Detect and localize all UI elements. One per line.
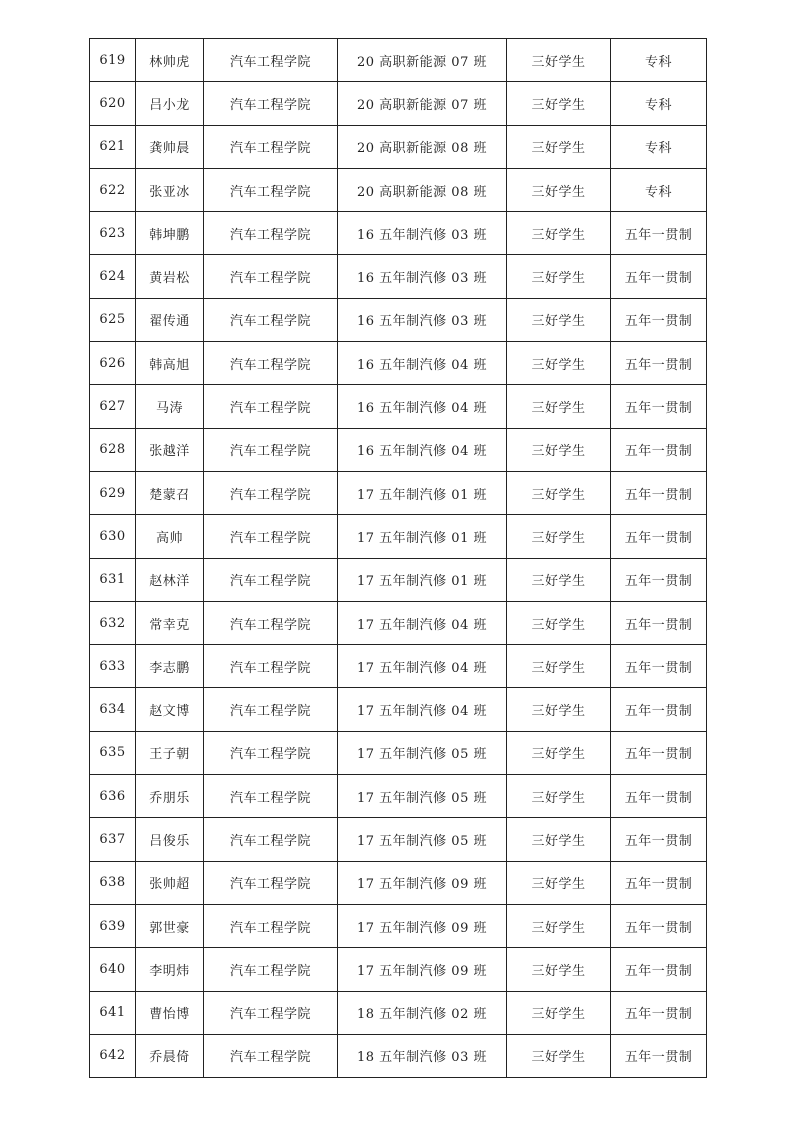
student-name-cell: 赵林洋: [136, 558, 204, 601]
row-number-cell: 642: [90, 1034, 136, 1077]
education-level-cell: 五年一贯制: [611, 818, 707, 861]
college-cell: 汽车工程学院: [204, 298, 338, 341]
table-row: [90, 904, 707, 947]
table-row: [90, 1034, 707, 1077]
class-cell: 17 五年制汽修 05 班: [338, 818, 507, 861]
class-cell: 17 五年制汽修 09 班: [338, 948, 507, 991]
class-cell: 17 五年制汽修 09 班: [338, 861, 507, 904]
award-cell: 三好学生: [507, 385, 611, 428]
award-cell: 三好学生: [507, 168, 611, 211]
education-level-cell: 专科: [611, 168, 707, 211]
award-cell: 三好学生: [507, 601, 611, 644]
college-cell: 汽车工程学院: [204, 645, 338, 688]
award-cell: 三好学生: [507, 471, 611, 514]
class-cell: 17 五年制汽修 04 班: [338, 645, 507, 688]
row-number-cell: 631: [90, 558, 136, 601]
class-cell: 16 五年制汽修 03 班: [338, 212, 507, 255]
education-level-cell: 五年一贯制: [611, 255, 707, 298]
education-level-cell: 五年一贯制: [611, 1034, 707, 1077]
row-number-cell: 640: [90, 948, 136, 991]
award-cell: 三好学生: [507, 948, 611, 991]
table-row: [90, 342, 707, 385]
education-level-cell: 五年一贯制: [611, 428, 707, 471]
table-row: [90, 818, 707, 861]
student-name-cell: 吕俊乐: [136, 818, 204, 861]
table-row: [90, 861, 707, 904]
row-number-cell: 623: [90, 212, 136, 255]
education-level-cell: 五年一贯制: [611, 645, 707, 688]
college-cell: 汽车工程学院: [204, 688, 338, 731]
award-cell: 三好学生: [507, 731, 611, 774]
education-level-cell: 五年一贯制: [611, 298, 707, 341]
award-cell: 三好学生: [507, 1034, 611, 1077]
college-cell: 汽车工程学院: [204, 471, 338, 514]
student-name-cell: 王子朝: [136, 731, 204, 774]
class-cell: 20 高职新能源 08 班: [338, 168, 507, 211]
class-cell: 17 五年制汽修 01 班: [338, 558, 507, 601]
class-cell: 17 五年制汽修 04 班: [338, 601, 507, 644]
class-cell: 20 高职新能源 07 班: [338, 82, 507, 125]
award-cell: 三好学生: [507, 558, 611, 601]
table-row: [90, 948, 707, 991]
class-cell: 20 高职新能源 08 班: [338, 125, 507, 168]
student-name-cell: 李明炜: [136, 948, 204, 991]
table-row: [90, 212, 707, 255]
education-level-cell: 五年一贯制: [611, 775, 707, 818]
row-number-cell: 620: [90, 82, 136, 125]
award-cell: 三好学生: [507, 125, 611, 168]
student-name-cell: 张帅超: [136, 861, 204, 904]
table-row: [90, 601, 707, 644]
class-cell: 17 五年制汽修 01 班: [338, 471, 507, 514]
education-level-cell: 五年一贯制: [611, 991, 707, 1034]
college-cell: 汽车工程学院: [204, 818, 338, 861]
education-level-cell: 五年一贯制: [611, 688, 707, 731]
award-cell: 三好学生: [507, 904, 611, 947]
award-cell: 三好学生: [507, 688, 611, 731]
table-row: [90, 558, 707, 601]
college-cell: 汽车工程学院: [204, 731, 338, 774]
college-cell: 汽车工程学院: [204, 255, 338, 298]
student-name-cell: 韩坤鹏: [136, 212, 204, 255]
table-row: [90, 991, 707, 1034]
table-row: [90, 428, 707, 471]
table-row: [90, 298, 707, 341]
honor-roll-table: [89, 38, 707, 1078]
education-level-cell: 五年一贯制: [611, 471, 707, 514]
class-cell: 17 五年制汽修 01 班: [338, 515, 507, 558]
row-number-cell: 619: [90, 39, 136, 82]
row-number-cell: 641: [90, 991, 136, 1034]
college-cell: 汽车工程学院: [204, 125, 338, 168]
table-row: [90, 515, 707, 558]
class-cell: 17 五年制汽修 05 班: [338, 775, 507, 818]
student-name-cell: 翟传通: [136, 298, 204, 341]
college-cell: 汽车工程学院: [204, 861, 338, 904]
class-cell: 16 五年制汽修 03 班: [338, 255, 507, 298]
education-level-cell: 五年一贯制: [611, 558, 707, 601]
award-cell: 三好学生: [507, 515, 611, 558]
college-cell: 汽车工程学院: [204, 948, 338, 991]
class-cell: 16 五年制汽修 03 班: [338, 298, 507, 341]
table-row: [90, 775, 707, 818]
award-cell: 三好学生: [507, 39, 611, 82]
row-number-cell: 633: [90, 645, 136, 688]
table-row: [90, 688, 707, 731]
table-body: [90, 39, 707, 1078]
row-number-cell: 636: [90, 775, 136, 818]
row-number-cell: 625: [90, 298, 136, 341]
row-number-cell: 632: [90, 601, 136, 644]
student-name-cell: 赵文博: [136, 688, 204, 731]
row-number-cell: 635: [90, 731, 136, 774]
table-row: [90, 471, 707, 514]
row-number-cell: 622: [90, 168, 136, 211]
education-level-cell: 专科: [611, 39, 707, 82]
college-cell: 汽车工程学院: [204, 1034, 338, 1077]
education-level-cell: 五年一贯制: [611, 385, 707, 428]
student-name-cell: 曹怡博: [136, 991, 204, 1034]
row-number-cell: 627: [90, 385, 136, 428]
college-cell: 汽车工程学院: [204, 601, 338, 644]
class-cell: 16 五年制汽修 04 班: [338, 428, 507, 471]
class-cell: 18 五年制汽修 03 班: [338, 1034, 507, 1077]
student-name-cell: 李志鹏: [136, 645, 204, 688]
student-name-cell: 韩高旭: [136, 342, 204, 385]
student-name-cell: 吕小龙: [136, 82, 204, 125]
education-level-cell: 专科: [611, 82, 707, 125]
award-cell: 三好学生: [507, 298, 611, 341]
class-cell: 20 高职新能源 07 班: [338, 39, 507, 82]
row-number-cell: 638: [90, 861, 136, 904]
class-cell: 17 五年制汽修 05 班: [338, 731, 507, 774]
student-name-cell: 黄岩松: [136, 255, 204, 298]
student-name-cell: 乔朋乐: [136, 775, 204, 818]
award-cell: 三好学生: [507, 861, 611, 904]
row-number-cell: 626: [90, 342, 136, 385]
education-level-cell: 五年一贯制: [611, 212, 707, 255]
award-cell: 三好学生: [507, 991, 611, 1034]
college-cell: 汽车工程学院: [204, 39, 338, 82]
class-cell: 18 五年制汽修 02 班: [338, 991, 507, 1034]
student-name-cell: 高帅: [136, 515, 204, 558]
table-row: [90, 385, 707, 428]
college-cell: 汽车工程学院: [204, 82, 338, 125]
table-row: [90, 82, 707, 125]
row-number-cell: 621: [90, 125, 136, 168]
student-name-cell: 张越洋: [136, 428, 204, 471]
class-cell: 17 五年制汽修 04 班: [338, 688, 507, 731]
table-row: [90, 255, 707, 298]
award-cell: 三好学生: [507, 775, 611, 818]
award-cell: 三好学生: [507, 212, 611, 255]
row-number-cell: 628: [90, 428, 136, 471]
student-name-cell: 林帅虎: [136, 39, 204, 82]
education-level-cell: 五年一贯制: [611, 948, 707, 991]
college-cell: 汽车工程学院: [204, 342, 338, 385]
student-name-cell: 龚帅晨: [136, 125, 204, 168]
award-cell: 三好学生: [507, 255, 611, 298]
student-name-cell: 常幸克: [136, 601, 204, 644]
college-cell: 汽车工程学院: [204, 385, 338, 428]
college-cell: 汽车工程学院: [204, 428, 338, 471]
class-cell: 16 五年制汽修 04 班: [338, 342, 507, 385]
student-name-cell: 楚蒙召: [136, 471, 204, 514]
student-name-cell: 张亚冰: [136, 168, 204, 211]
table-row: [90, 168, 707, 211]
education-level-cell: 五年一贯制: [611, 861, 707, 904]
row-number-cell: 629: [90, 471, 136, 514]
table-row: [90, 645, 707, 688]
table-row: [90, 731, 707, 774]
class-cell: 16 五年制汽修 04 班: [338, 385, 507, 428]
education-level-cell: 五年一贯制: [611, 515, 707, 558]
education-level-cell: 五年一贯制: [611, 601, 707, 644]
award-cell: 三好学生: [507, 428, 611, 471]
education-level-cell: 专科: [611, 125, 707, 168]
table-row: [90, 125, 707, 168]
education-level-cell: 五年一贯制: [611, 904, 707, 947]
row-number-cell: 630: [90, 515, 136, 558]
row-number-cell: 624: [90, 255, 136, 298]
student-name-cell: 乔晨倚: [136, 1034, 204, 1077]
education-level-cell: 五年一贯制: [611, 342, 707, 385]
award-cell: 三好学生: [507, 818, 611, 861]
college-cell: 汽车工程学院: [204, 775, 338, 818]
row-number-cell: 637: [90, 818, 136, 861]
row-number-cell: 639: [90, 904, 136, 947]
award-cell: 三好学生: [507, 342, 611, 385]
education-level-cell: 五年一贯制: [611, 731, 707, 774]
award-cell: 三好学生: [507, 645, 611, 688]
table-row: [90, 39, 707, 82]
student-name-cell: 郭世豪: [136, 904, 204, 947]
college-cell: 汽车工程学院: [204, 168, 338, 211]
class-cell: 17 五年制汽修 09 班: [338, 904, 507, 947]
college-cell: 汽车工程学院: [204, 904, 338, 947]
row-number-cell: 634: [90, 688, 136, 731]
college-cell: 汽车工程学院: [204, 558, 338, 601]
student-name-cell: 马涛: [136, 385, 204, 428]
college-cell: 汽车工程学院: [204, 991, 338, 1034]
award-cell: 三好学生: [507, 82, 611, 125]
college-cell: 汽车工程学院: [204, 515, 338, 558]
college-cell: 汽车工程学院: [204, 212, 338, 255]
